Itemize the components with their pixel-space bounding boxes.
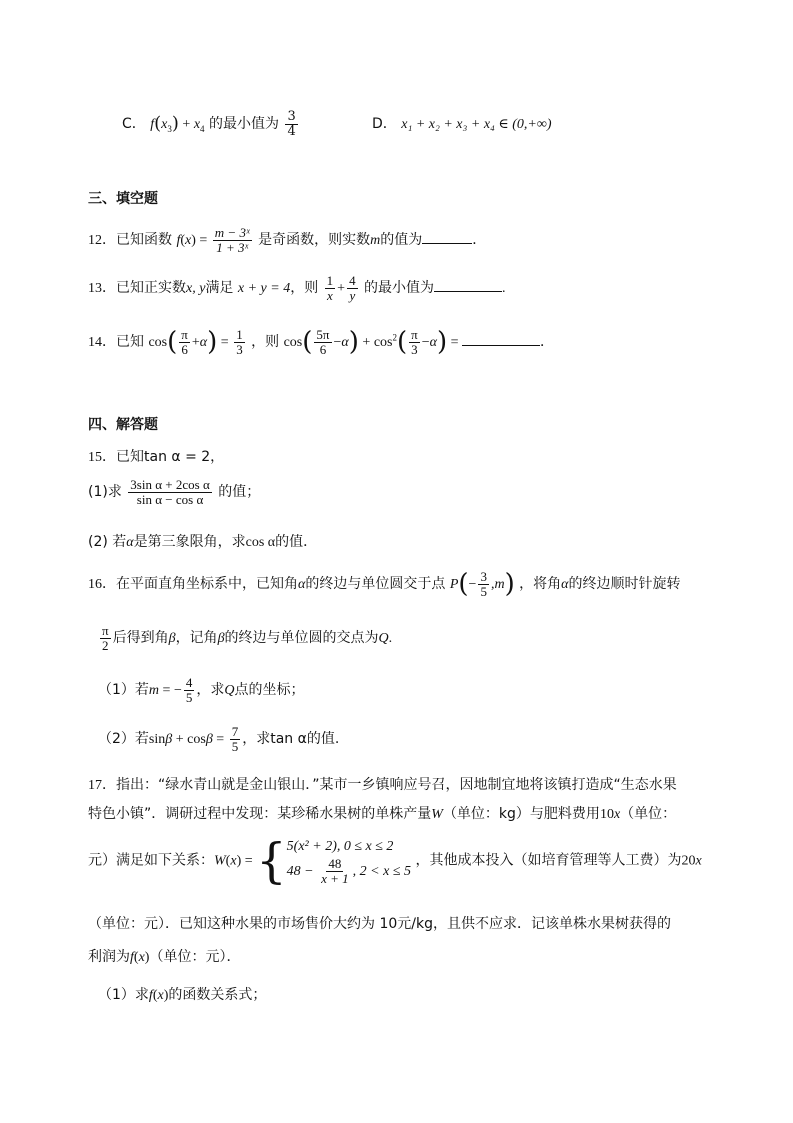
- answer-blank: [422, 229, 472, 244]
- section-title-solution: 四、解答题: [88, 417, 158, 433]
- option-d: D． x₁ + x₂ + x₃ + x₄ ∈ (0,+∞): [372, 116, 552, 132]
- question-17-line-2: 特色小镇”．调研过程中发现：某珍稀水果树的单株产量W（单位：kg）与肥料费用10x（单位：: [88, 806, 677, 822]
- question-16-part-1: （1）若m = − $\frac{4}{5}$ ，求Q点的坐标；: [98, 675, 305, 705]
- question-17: 17．指出：“绿水青山就是金山银山．”某市一乡镇响应号召，因地制宜地将该镇打造成“生态水果: [88, 777, 677, 793]
- question-17-part-1: （1）求f(x)的函数关系式；: [98, 987, 267, 1003]
- option-d-expr: x₁ + x₂ + x₃ + x₄ ∈ (0,+∞): [401, 117, 552, 132]
- question-15-part-1: (1)求 $\frac{\text{3sin α + 2cos α}}{\text{sin α − cos α}}$ 的值；: [88, 477, 261, 507]
- question-15: 15．已知tan α = 2，: [88, 449, 225, 465]
- piecewise-function: 5(x² + 2), 0 ≤ x ≤ 2 48 − $\frac{48}{x + 1}$ , 2 < x ≤ 5: [286, 839, 412, 886]
- option-c: C． $f(x_3) + x_4$ 的最小值为 $\frac{3}{4}$: [122, 109, 296, 139]
- question-12: 12．已知函数 f(x) = $\frac{\text{m − 3ˣ}}{\text{1 + 3ˣ}}$ 是奇函数，则实数m的值为 ．: [88, 225, 487, 255]
- question-16-part-2: （2）若sinβ + cosβ = $\frac{7}{5}$ ，求tan α的值.: [98, 724, 340, 754]
- answer-blank: [462, 331, 540, 346]
- question-16-line-2: $\frac{\pi}{2}$ 后得到角β，记角β的终边与单位圆的交点为Q.: [102, 623, 393, 653]
- question-15-part-2: (2) 若α是第三象限角，求cos α的值．: [88, 534, 318, 550]
- option-c-expr: f: [150, 117, 155, 133]
- answer-blank: [434, 277, 502, 292]
- question-17-line-5: 利润为f(x)（单位：元）．: [88, 949, 241, 965]
- question-14: 14．已知 cos( $\frac{\pi}{6}$ +α) = $\frac{1}{3}$ ，则 cos( $\frac{5\pi}{6}$ $-\alpha) + \cos^2$( $\frac{\pi}{3}$ −α) = ．: [88, 327, 555, 358]
- question-13: 13．已知正实数x, y满足 x + y = 4，则 $\frac{1}{x}$ + $\frac{4}{y}$ 的最小值为 .: [88, 273, 506, 303]
- question-17-line-4: （单位：元）．已知这种水果的市场售价大约为 10元/kg，且供不应求．记该单株水果树获得的: [88, 916, 671, 932]
- option-c-fraction: $\frac{3}{4}$: [287, 109, 296, 139]
- question-16: 16．在平面直角坐标系中，已知角α的终边与单位圆交于点 P(− $\frac{3}{5}$ ,m) ，将角α的终边顺时针旋转: [88, 569, 681, 600]
- section-title-fill-blank: 三、填空题: [88, 191, 158, 207]
- question-17-line-3: 元）满足如下关系：W(x) = { 5(x² + 2), 0 ≤ x ≤ 2 48 − $\frac{48}{x + 1}$ , 2 < x ≤ 5 ，其他成本投入（如培育管理等人工费）为20x: [88, 832, 702, 889]
- q12-fraction: $\frac{\text{m − 3ˣ}}{\text{1 + 3ˣ}}$: [214, 225, 250, 255]
